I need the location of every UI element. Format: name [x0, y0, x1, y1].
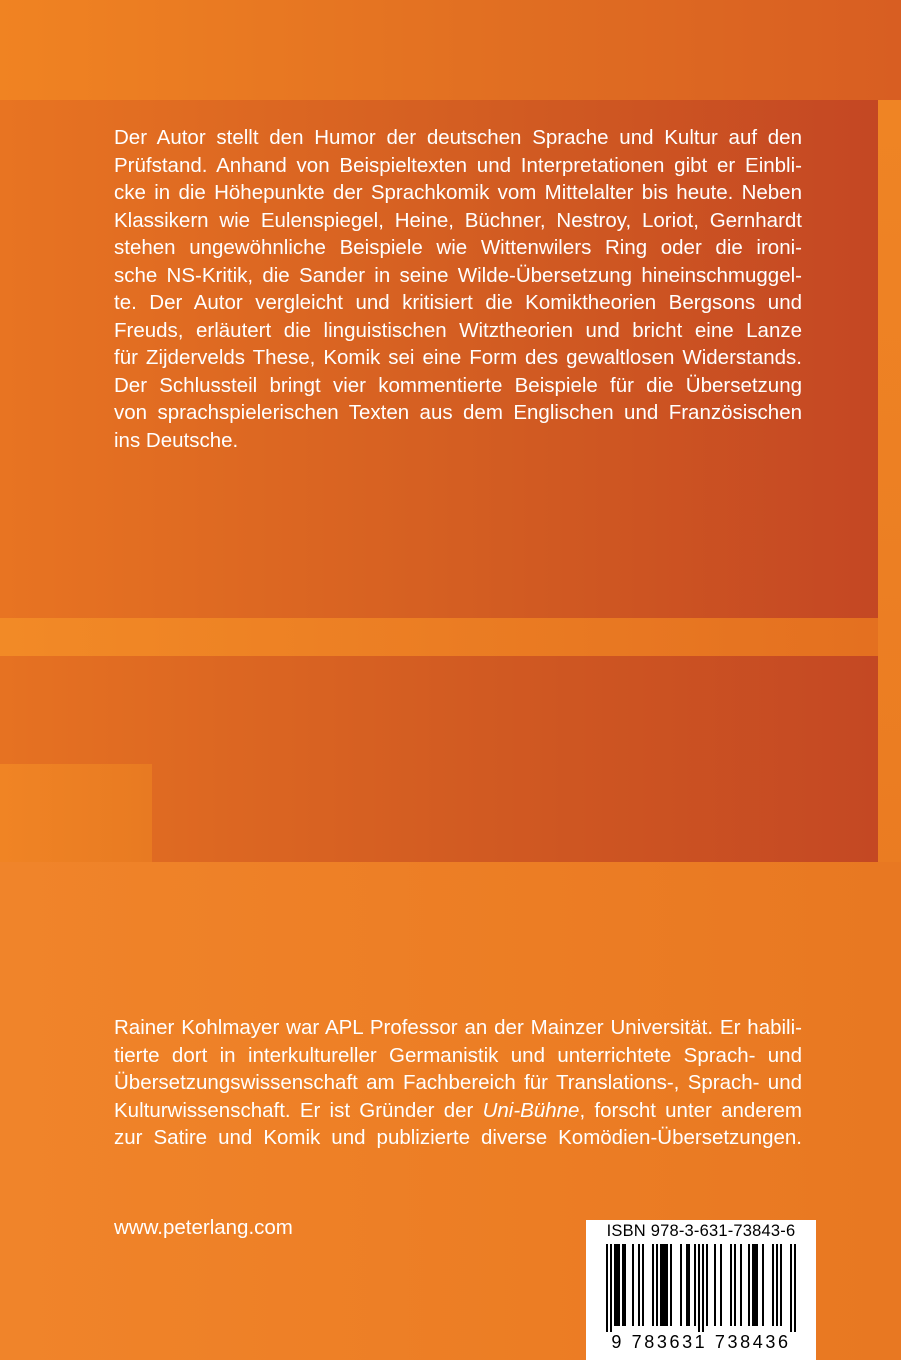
summary-line: sche NS-Kritik, die Sander in seine Wilde-Übersetzung hineinschmuggel- — [114, 263, 802, 287]
isbn-barcode — [586, 1220, 816, 1360]
barcode-bar — [664, 1244, 666, 1326]
barcode-bar — [706, 1244, 708, 1326]
barcode-bar — [756, 1244, 758, 1326]
barcode-bar — [614, 1244, 616, 1326]
publisher-url[interactable]: www.peterlang.com — [114, 1216, 293, 1239]
barcode-bar — [666, 1244, 668, 1326]
summary-line: Prüfstand. Anhand von Beispieltexten und Interpretationen gibt er Einbli- — [114, 153, 802, 177]
barcode-bar — [606, 1244, 608, 1332]
isbn-label: ISBN 978-3-631-73843-6 — [606, 1222, 796, 1240]
barcode-bar — [616, 1244, 618, 1326]
author-bio — [114, 1014, 802, 1152]
barcode-bar — [698, 1244, 700, 1332]
barcode-bar — [624, 1244, 626, 1326]
book-summary — [114, 124, 802, 454]
barcode-bar — [790, 1244, 792, 1332]
summary-line: Freuds, erläutert die linguistischen Witztheorien und bricht eine Lanze — [114, 318, 802, 342]
barcode-bar — [794, 1244, 796, 1332]
barcode-bar — [680, 1244, 682, 1326]
summary-line: te. Der Autor vergleicht und kritisiert die Komiktheorien Bergsons und — [114, 291, 802, 314]
barcode-bar — [772, 1244, 774, 1326]
summary-line: Der Autor stellt den Humor der deutschen Sprache und Kultur auf den — [114, 126, 802, 149]
barcode-bar — [714, 1244, 716, 1326]
barcode-bar — [656, 1244, 658, 1326]
barcode-bar — [638, 1244, 640, 1326]
barcode-bar — [752, 1244, 754, 1326]
barcode-bar — [622, 1244, 624, 1326]
barcode-bar — [652, 1244, 654, 1326]
barcode-bar — [780, 1244, 782, 1326]
barcode-bar — [730, 1244, 732, 1326]
bio-line: Rainer Kohlmayer war APL Professor an der Mainzer Universität. Er habili- — [114, 1016, 802, 1039]
bio-text-segment: , forscht unter anderem — [579, 1098, 803, 1122]
barcode-bar — [694, 1244, 696, 1326]
thin-band — [0, 618, 878, 656]
barcode-bar — [702, 1244, 704, 1332]
barcode-bar — [734, 1244, 736, 1326]
barcode-bar — [740, 1244, 742, 1326]
summary-line: von sprachspielerischen Texten aus dem Englischen und Französischen — [114, 401, 802, 424]
barcode-bar — [618, 1244, 620, 1326]
summary-line: für Zijdervelds These, Komik sei eine Form des gewaltlosen Widerstands. — [114, 346, 802, 369]
bio-text-segment: Kulturwissenschaft. Er ist Gründer der — [114, 1098, 483, 1122]
barcode-bar — [660, 1244, 662, 1326]
right-strip — [878, 100, 901, 945]
barcode-bar — [686, 1244, 688, 1326]
barcode-bar — [776, 1244, 778, 1326]
barcode-bar — [754, 1244, 756, 1326]
left-accent-block — [0, 764, 152, 862]
barcode-bar — [720, 1244, 722, 1326]
barcode-bar — [748, 1244, 750, 1326]
barcode-digits: 9 783631 738436 — [611, 1332, 791, 1352]
summary-line: Der Schlussteil bringt vier kommentierte Beispiele für die Übersetzung — [114, 373, 802, 397]
bio-line: zur Satire und Komik und publizierte diverse Komödien-Übersetzungen. — [114, 1126, 802, 1149]
barcode-bar — [662, 1244, 664, 1326]
summary-line: cke in die Höhepunkte der Sprachkomik vom Mittelalter bis heute. Neben — [114, 181, 802, 204]
summary-line: stehen ungewöhnliche Beispiele wie Wittenwilers Ring oder die ironi- — [114, 236, 802, 259]
bio-line: tierte dort in interkultureller Germanistik und unterrichtete Sprach- und — [114, 1043, 802, 1067]
summary-line: Klassikern wie Eulenspiegel, Heine, Büchner, Nestroy, Loriot, Gernhardt — [114, 208, 802, 232]
barcode-bars — [592, 1244, 810, 1332]
barcode-bar — [642, 1244, 644, 1326]
bio-line: Übersetzungswissenschaft am Fachbereich für Translations-, Sprach- und — [114, 1071, 802, 1094]
barcode-bar — [688, 1244, 690, 1326]
uni-buehne-title: Uni-Bühne — [482, 1098, 580, 1122]
barcode-bar — [610, 1244, 612, 1332]
barcode-bar — [670, 1244, 672, 1326]
bio-line — [114, 1097, 802, 1125]
barcode-bar — [762, 1244, 764, 1326]
summary-line: ins Deutsche. — [114, 428, 239, 452]
top-band — [0, 0, 901, 100]
barcode-bar — [632, 1244, 634, 1326]
